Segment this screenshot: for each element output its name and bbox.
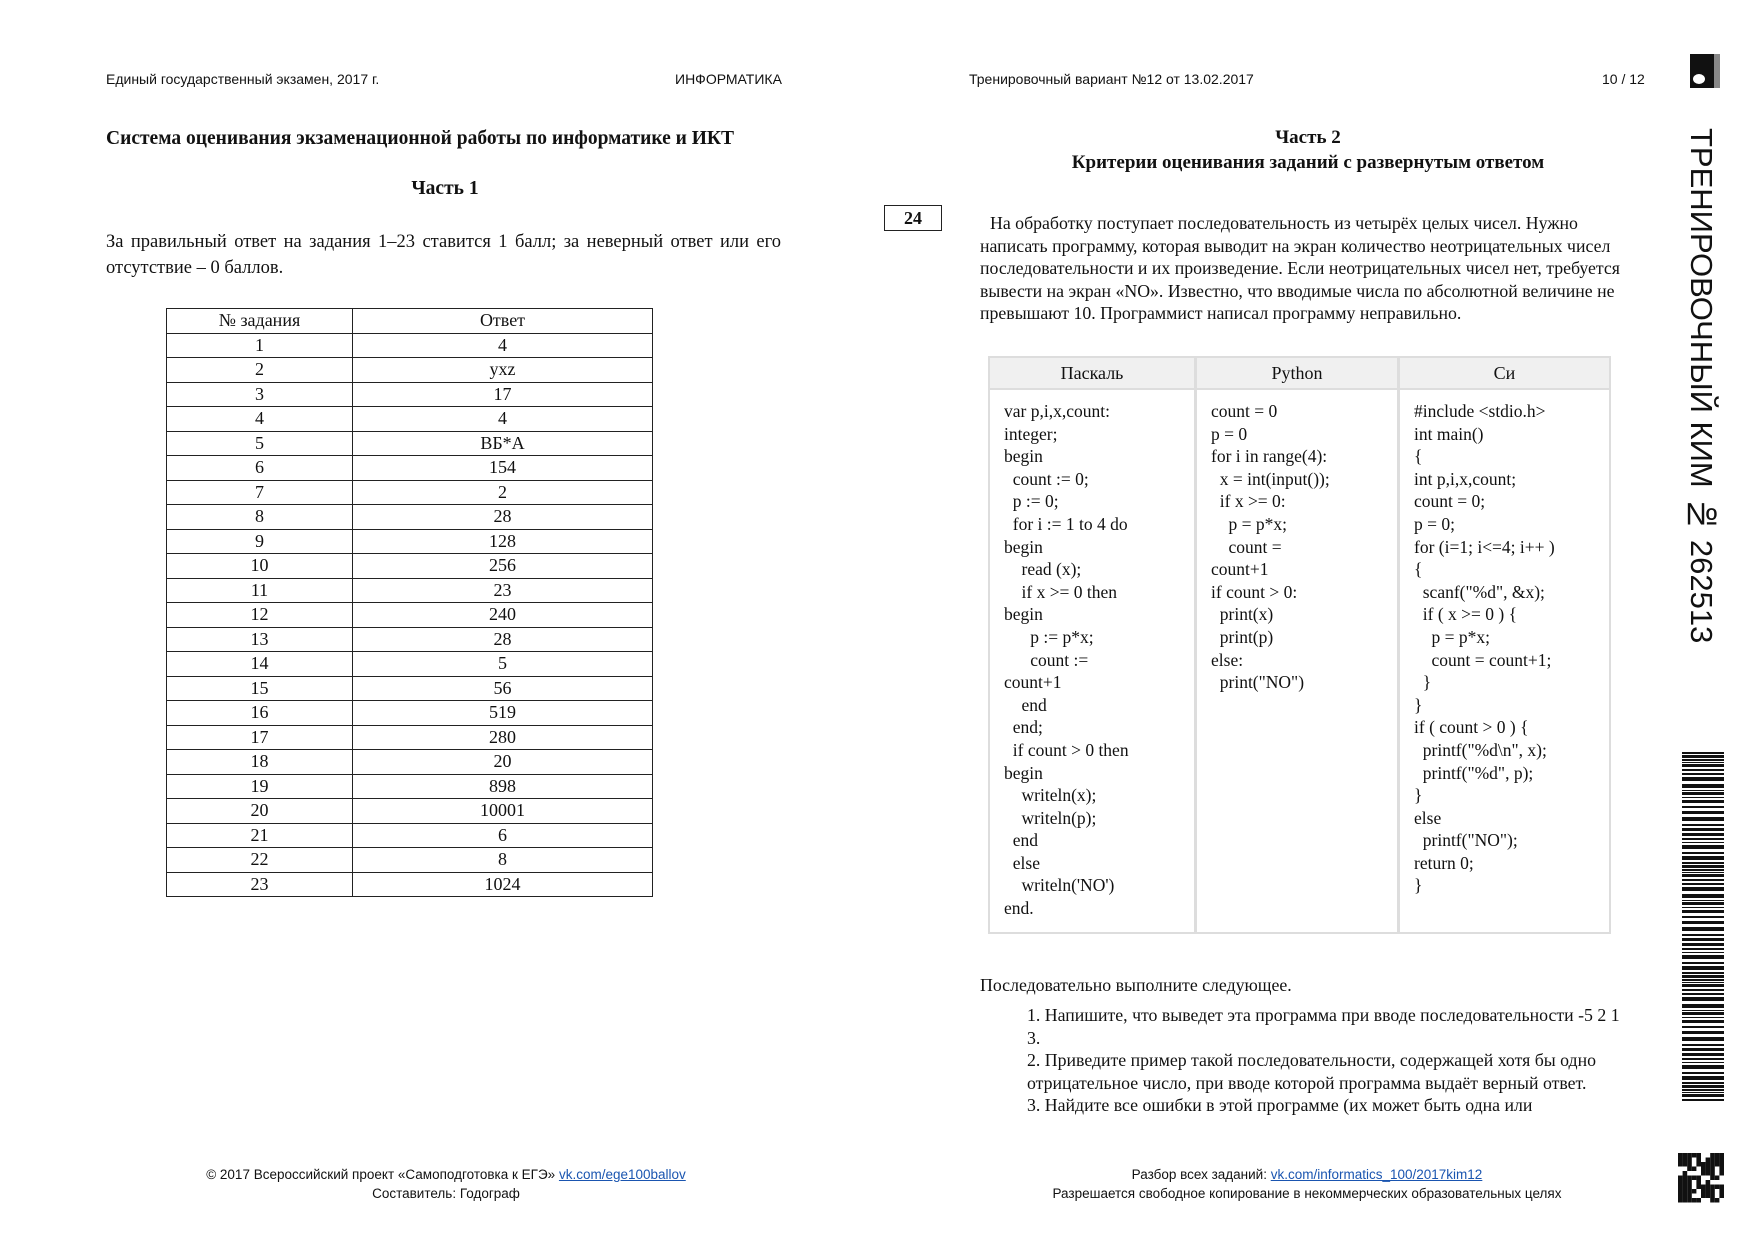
footer-link-informatics[interactable]: vk.com/informatics_100/2017kim12 [1270, 1167, 1483, 1182]
instruction-item: 1. Напишите, что выведет эта программа при вводе последовательности -5 2 1 3. [1027, 1005, 1620, 1048]
table-cell: 28 [353, 505, 653, 530]
table-row [167, 848, 653, 873]
table-cell: 5 [353, 652, 653, 677]
table-cell: 280 [353, 725, 653, 750]
table-row [167, 603, 653, 628]
table-cell: 18 [167, 750, 353, 775]
footer-left [146, 1165, 746, 1203]
table-cell: 23 [353, 578, 653, 603]
footer-author: Составитель: Годограф [372, 1186, 520, 1201]
page-title: Система оценивания экзаменационной работы по информатике и ИКТ [106, 128, 735, 149]
table-cell: 20 [353, 750, 653, 775]
table-cell: 5 [167, 431, 353, 456]
table-cell: 7 [167, 480, 353, 505]
table-row [167, 725, 653, 750]
table-row [167, 529, 653, 554]
table-cell: 519 [353, 701, 653, 726]
table-cell: 12 [167, 603, 353, 628]
footer-link-ege100ballov[interactable]: vk.com/ege100ballov [558, 1167, 686, 1182]
instructions-list [1027, 1004, 1627, 1139]
table-row [167, 701, 653, 726]
instruction-item: 3. Найдите все ошибки в этой программе (их может быть одна или [1027, 1095, 1533, 1116]
table-row [167, 554, 653, 579]
table-row [167, 823, 653, 848]
table-cell: 10 [167, 554, 353, 579]
table-cell: ВБ*А [353, 431, 653, 456]
table-cell: 6 [353, 823, 653, 848]
table-row [167, 431, 653, 456]
table-cell: 8 [167, 505, 353, 530]
table-cell: 4 [353, 333, 653, 358]
table-cell: 9 [167, 529, 353, 554]
table-row [167, 872, 653, 897]
header-variant: Тренировочный вариант №12 от 13.02.2017 [969, 71, 1254, 87]
page-number: 10 / 12 [1602, 71, 1645, 87]
task-text: На обработку поступает последовательность из четырёх целых чисел. Нужно написать программу, которая выводит на экран количество неотрицательных чисел последовательности и их произведение. Если неотрицательных чисел нет, требуется вывести на экран «NO». Известно, что вводимые числа по абсолютной величине не превышают 10. Программист написал программу неправильно. [980, 213, 1620, 324]
table-row [167, 578, 653, 603]
table-row [167, 799, 653, 824]
table-row [167, 382, 653, 407]
table-cell: 17 [167, 725, 353, 750]
table-row [167, 505, 653, 530]
table-row [167, 627, 653, 652]
code-header-python: Python [1197, 358, 1397, 390]
table-cell: 17 [353, 382, 653, 407]
column-header: № задания [167, 309, 353, 334]
code-column-pascal [990, 358, 1197, 932]
table-cell: yxz [353, 358, 653, 383]
barcode-icon [1682, 752, 1724, 1102]
table-cell: 14 [167, 652, 353, 677]
part-2-subtitle: Критерии оценивания заданий с развернутым ответом [1071, 152, 1545, 173]
table-cell: 2 [353, 480, 653, 505]
vertical-kim-title: ТРЕНИРОВОЧНЫЙ КИМ № 262513 [1684, 128, 1719, 644]
table-row [167, 750, 653, 775]
table-cell: 56 [353, 676, 653, 701]
table-row [167, 358, 653, 383]
code-column-python [1197, 358, 1400, 932]
table-cell: 21 [167, 823, 353, 848]
code-header-c: Си [1400, 358, 1609, 390]
table-cell: 23 [167, 872, 353, 897]
instructions-intro: Последовательно выполните следующее. [980, 975, 1292, 995]
table-cell: 15 [167, 676, 353, 701]
task-number-box: 24 [884, 205, 942, 231]
footer-right [1007, 1165, 1607, 1203]
table-row [167, 456, 653, 481]
table-cell: 16 [167, 701, 353, 726]
table-row [167, 333, 653, 358]
table-cell: 3 [167, 382, 353, 407]
table-row [167, 676, 653, 701]
corner-marker-icon [1690, 54, 1720, 88]
code-header-pascal: Паскаль [990, 358, 1194, 390]
table-row [167, 407, 653, 432]
table-cell: 13 [167, 627, 353, 652]
table-cell: 6 [167, 456, 353, 481]
table-cell: 1 [167, 333, 353, 358]
table-cell: 240 [353, 603, 653, 628]
table-cell: 4 [167, 407, 353, 432]
code-table [988, 356, 1611, 934]
table-cell: 8 [353, 848, 653, 873]
scoring-intro: За правильный ответ на задания 1–23 ставится 1 балл; за неверный ответ или его отсутствие – 0 баллов. [106, 232, 781, 278]
table-cell: 28 [353, 627, 653, 652]
header-subject: ИНФОРМАТИКА [675, 71, 782, 87]
part-2-heading: Часть 2 [1275, 127, 1341, 148]
answers-table [166, 308, 653, 897]
part-1-heading: Часть 1 [411, 178, 479, 199]
table-cell: 1024 [353, 872, 653, 897]
table-cell: 128 [353, 529, 653, 554]
column-header: Ответ [353, 309, 653, 334]
table-cell: 22 [167, 848, 353, 873]
footer-analysis-label: Разбор всех заданий: [1131, 1167, 1271, 1182]
table-cell: 10001 [353, 799, 653, 824]
code-python: count = 0 p = 0 for i in range(4): x = int(input()); if x >= 0: p = p*x; count = count+1 if count > 0: print(x) print(p) else: print("NO") [1211, 401, 1330, 693]
instruction-item: 2. Приведите пример такой последовательности, содержащей хотя бы одно отрицательное число, при вводе которой программа выдаёт верный ответ. [1027, 1050, 1597, 1093]
table-cell: 4 [353, 407, 653, 432]
table-cell: 256 [353, 554, 653, 579]
code-pascal: var p,i,x,count: integer; begin count := 0; p := 0; for i := 1 to 4 do begin read (x); if x >= 0 then begin p := p*x; count := count+1 end end; if count > 0 then begin writeln(x); writeln(p); end else writeln('NO') end. [1004, 401, 1129, 919]
table-row [167, 480, 653, 505]
table-cell: 2 [167, 358, 353, 383]
code-column-c [1400, 358, 1609, 932]
table-cell: 19 [167, 774, 353, 799]
table-row [167, 774, 653, 799]
table-cell: 154 [353, 456, 653, 481]
qr-code-icon [1678, 1153, 1724, 1203]
table-header-row [167, 309, 653, 334]
header-exam-name: Единый государственный экзамен, 2017 г. [106, 71, 380, 87]
table-row [167, 652, 653, 677]
table-cell: 898 [353, 774, 653, 799]
footer-copyright: © 2017 Всероссийский проект «Самоподготовка к ЕГЭ» [206, 1167, 559, 1182]
table-cell: 11 [167, 578, 353, 603]
code-c: #include <stdio.h> int main() { int p,i,x,count; count = 0; p = 0; for (i=1; i<=4; i++ ) { scanf("%d", &x); if ( x >= 0 ) { p = p*x; count = count+1; } } if ( count > 0 ) { printf("%d\n", x); printf("%d", p); } else printf("NO"); return 0; } [1414, 401, 1555, 896]
table-cell: 20 [167, 799, 353, 824]
footer-copy-note: Разрешается свободное копирование в некоммерческих образовательных целях [1052, 1186, 1562, 1201]
